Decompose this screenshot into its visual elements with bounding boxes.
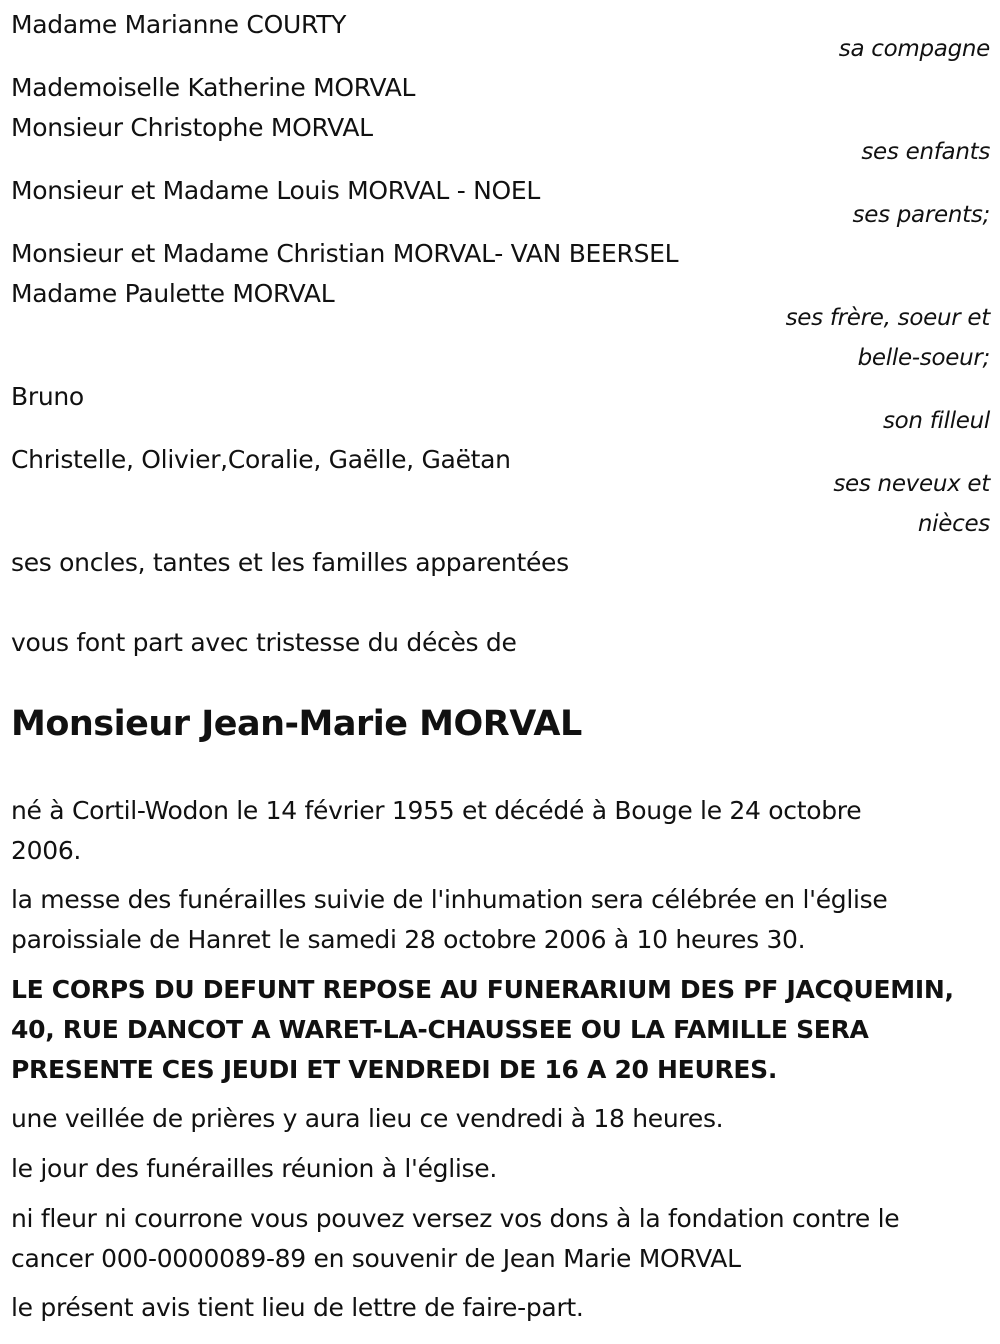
meeting-text: le jour des funérailles réunion à l'église.: [11, 1154, 497, 1183]
donations-line: cancer 000-0000089-89 en souvenir de Jean Marie MORVAL: [11, 1244, 741, 1273]
family-name: Christelle, Olivier,Coralie, Gaëlle, Gaëtan: [11, 445, 511, 474]
relation-label: belle-soeur;: [857, 345, 990, 371]
relation-label: nièces: [917, 511, 990, 537]
mass-line: la messe des funérailles suivie de l'inhumation sera célébrée en l'église: [11, 885, 888, 914]
family-name: Madame Paulette MORVAL: [11, 279, 335, 308]
family-name: Monsieur Christophe MORVAL: [11, 113, 373, 142]
mass-line: paroissiale de Hanret le samedi 28 octobre 2006 à 10 heures 30.: [11, 925, 806, 954]
funerarium-line: 40, RUE DANCOT A WARET-LA-CHAUSSEE OU LA FAMILLE SERA: [11, 1015, 869, 1044]
family-name: Madame Marianne COURTY: [11, 10, 347, 39]
funerarium-line: LE CORPS DU DEFUNT REPOSE AU FUNERARIUM DES PF JACQUEMIN,: [11, 975, 954, 1004]
closing-text: le présent avis tient lieu de lettre de faire-part.: [11, 1293, 584, 1322]
vigil-text: une veillée de prières y aura lieu ce vendredi à 18 heures.: [11, 1104, 724, 1133]
birth-death-line: né à Cortil-Wodon le 14 février 1955 et décédé à Bouge le 24 octobre: [11, 796, 862, 825]
relation-label: ses enfants: [861, 139, 990, 165]
relation-label: ses frère, soeur et: [785, 305, 990, 331]
family-name: Bruno: [11, 382, 84, 411]
relation-label: ses neveux et: [833, 471, 990, 497]
deceased-name: Monsieur Jean-Marie MORVAL: [11, 704, 582, 744]
relation-label: ses parents;: [852, 202, 990, 228]
relation-label: sa compagne: [838, 36, 990, 62]
donations-line: ni fleur ni courrone vous pouvez versez vos dons à la fondation contre le: [11, 1204, 900, 1233]
funerarium-line: PRESENTE CES JEUDI ET VENDREDI DE 16 A 20 HEURES.: [11, 1055, 778, 1084]
family-name: Mademoiselle Katherine MORVAL: [11, 73, 416, 102]
family-name: Monsieur et Madame Louis MORVAL - NOEL: [11, 176, 540, 205]
family-name: Monsieur et Madame Christian MORVAL- VAN BEERSEL: [11, 239, 679, 268]
birth-death-line: 2006.: [11, 836, 82, 865]
announcement-text: vous font part avec tristesse du décès de: [11, 628, 517, 657]
relation-label: son filleul: [882, 408, 990, 434]
extended-family: ses oncles, tantes et les familles apparentées: [11, 548, 569, 577]
